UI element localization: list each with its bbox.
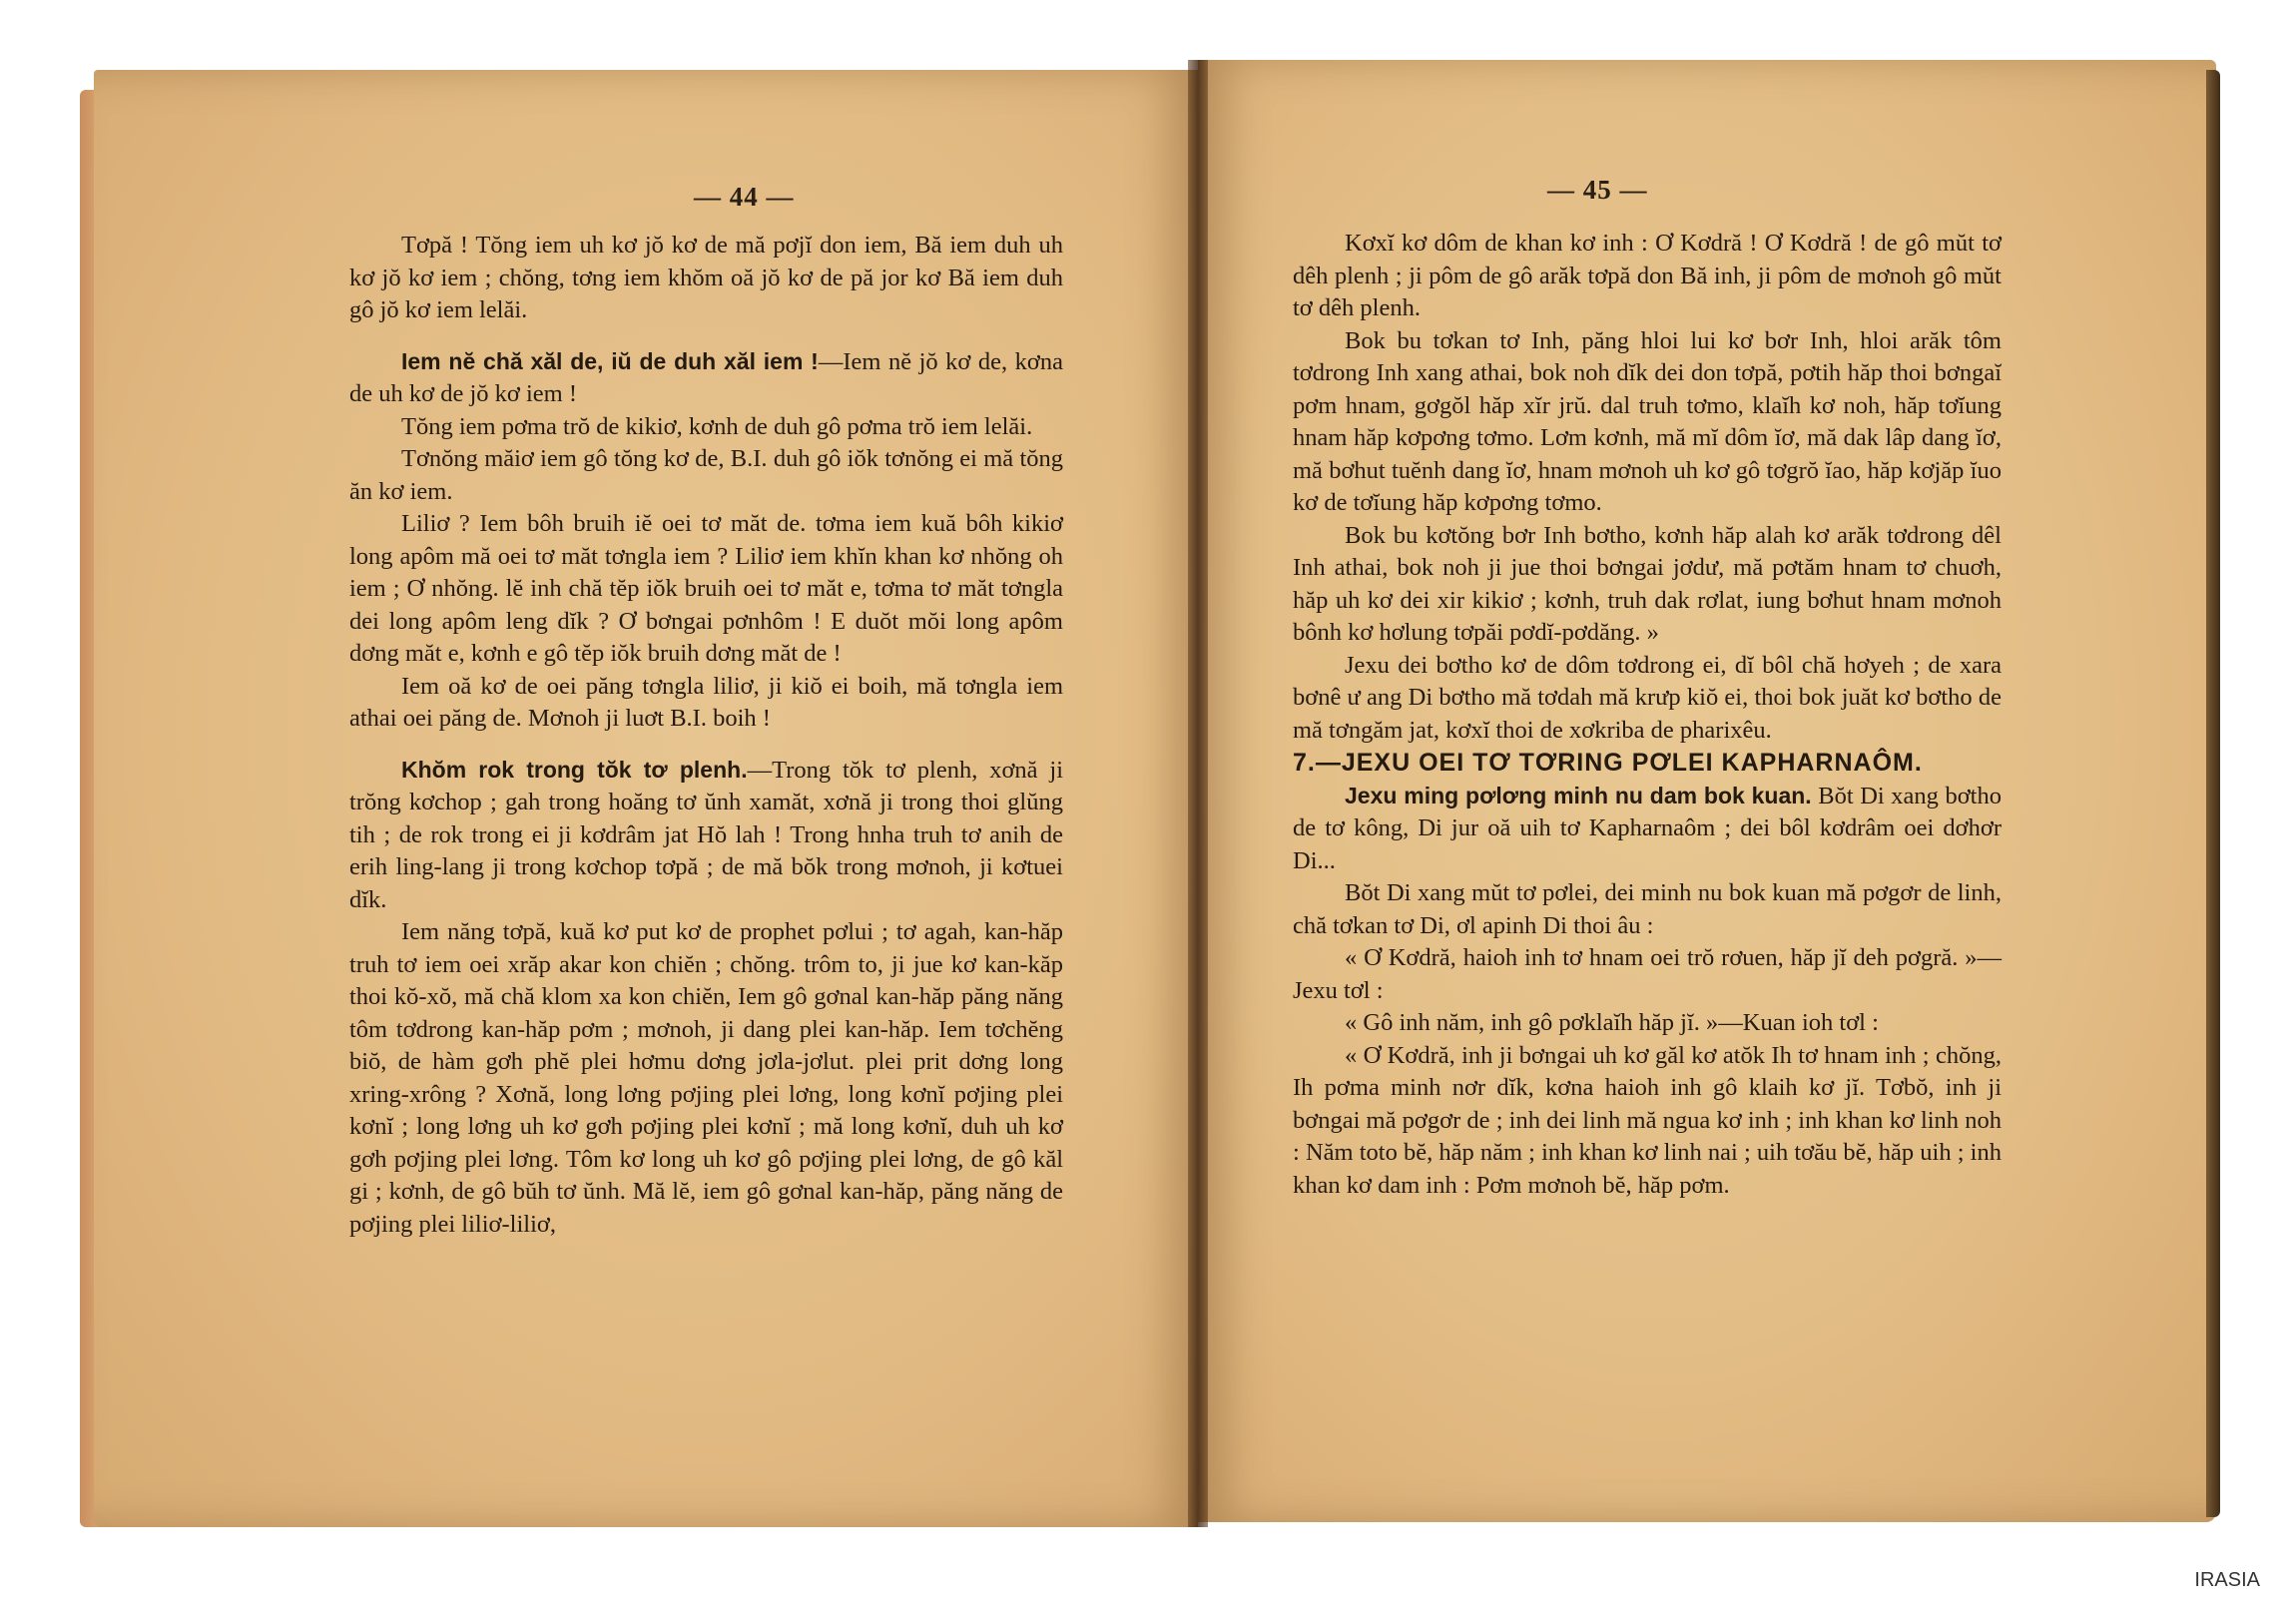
paragraph-text: Jexu dei bơtho kơ de dôm tơdrong ei, dĭ bôl chă hơyeh ; de xara bơnê ư ang Di bơtho mă tơdah mă krưp kiŏ ei, thoi bok juăt kơ bơtho de mă tơngăm jat, kơxĭ thoi de xơkriba de pharixêu. (1293, 651, 2002, 744)
section-heading: 7.—JEXU OEI TƠ TƠRING PƠLEI KAPHARNAÔM. (1293, 749, 1923, 777)
paragraph-text: « Ơ Kơdră, haioh inh tơ hnam oei trŏ rơuen, hăp jĭ deh pơgră. »—Jexu tơl : (1293, 944, 2002, 1004)
paragraph-bold-lead: Khŏm rok trong tŏk tơ plenh. (401, 756, 748, 783)
paragraph-text: —Iem nĕ jŏ kơ de, kơna de uh kơ de jŏ kơ iem ! (349, 347, 1063, 407)
paragraph-text: Tơpă ! Tŏng iem uh kơ jŏ kơ de mă pơjĭ don iem, Bă iem duh uh kơ jŏ kơ iem ; chŏng, tơng iem khŏm oă jŏ kơ de pă jor kơ Bă iem duh gô jŏ kơ iem lelăi. (349, 232, 1063, 323)
paragraph-text: Bŏt Di xang mŭt tơ pơlei, dei minh nu bok kuan mă pơgơr de linh, chă tơkan tơ Di, ơl apinh Di thoi âu : (1293, 879, 2002, 939)
right-page-text (1293, 228, 2002, 1202)
paragraph-text: « Ơ Kơdră, inh ji bơngai uh kơ găl kơ atŏk Ih tơ hnam inh ; chŏng, Ih pơma minh nơr dĭk, kơna haioh inh gô klaih kơ jĭ. Tơbŏ, inh ji bơngai mă pơgơr de ; inh dei linh mă ngua kơ inh ; inh khan kơ linh noh : Năm toto bĕ, hăp năm ; inh khan kơ linh nai ; uih tơău bĕ, hăp uih ; inh khan kơ dam inh : Pơm mơnoh bĕ, hăp pơm. (1293, 1041, 2002, 1199)
paragraph-text: Tŏng iem pơma trŏ de kikiơ, kơnh de duh gô pơma trŏ iem lelăi. (401, 412, 1033, 440)
paragraph (1293, 650, 2002, 748)
paragraph (1293, 877, 2002, 942)
paragraph-text: —Trong tŏk tơ plenh, xơnă ji trŏng kơchop ; gah trong hoăng tơ ŭnh xamăt, xơnă ji trong thoi glŭng tih ; de rok trong ei ji kơdrâm jat Hŏ lah ! Trong hnha truh tơ anih de erih ling-lang ji trong kơchop tơpă ; de mă bŏk trong mơnoh, ji kơtuei dĭk. (349, 756, 1063, 913)
right-page-edge (2206, 70, 2220, 1517)
paragraph (349, 443, 1063, 508)
paragraph (349, 754, 1063, 917)
paragraph (1293, 1007, 2002, 1040)
paragraph (349, 508, 1063, 671)
paragraph (1293, 780, 2002, 878)
paragraph-text: Iem năng tơpă, kuă kơ put kơ de prophet pơlui ; tơ agah, kan-hăp truh tơ iem oei xrăp akar kon chiĕn ; chŏng. trôm to, ji jue kơ kan-kăp thoi kŏ-xŏ, mă chă klom xa kon chiĕn, Iem gô gơnal kan-hăp păng năng tôm tơdrong kan-hăp pơm ; mơnoh, ji dang plei kan-hăp. Iem tơchĕng biŏ, de hàm gơh phĕ plei hơmu dơng jơla-jơlut. plei prit dơng long xring-xrông ? Xơnă, long lơng pơjing plei lơng, long kơnĭ pơjing plei kơnĭ ; long lơng uh kơ gơh pơjing plei kơnĭ ; mă long kơnĭ, duh uh kơ gơh pơjing plei lơng. Tôm kơ long uh kơ gô pơjing plei lơng, de gô kăl gi ; kơnh, de gô bŭh tơ ŭnh. Mă lĕ, iem gô gơnal kan-hăp, păng năng de pơjing plei liliơ-liliơ, (349, 918, 1063, 1238)
paragraph-text: Kơxĭ kơ dôm de khan kơ inh : Ơ Kơdră ! Ơ Kơdră ! de gô mŭt tơ dêh plenh ; ji pôm de gô arăk tơpă don Bă inh, ji pôm de mơnoh gô mŭt tơ dêh plenh. (1293, 230, 2002, 321)
paragraph-bold-lead: Jexu ming pơlơng minh nu dam bok kuan. (1345, 782, 1812, 808)
paragraph-text: Bok bu tơkan tơ Inh, păng hloi lui kơ bơr Inh, hloi arăk tôm tơdrong Inh xang athai, bok noh dĭk dei don tơpă, pơtih hăp thoi bơngaĭ pơm hnam, gơgŏl hăp xĭr jrŭ. dal truh tơmo, klaĭh kơ noh, hăp tơĭung hnam hăp kơpơng tơmo. Lơm kơnh, mă mĭ dôm ĭơ, mă dak lâp dang ĭơ, mă bơhut tuĕnh dang ĭơ, hnam mơnoh uh kơ gô tơgrŏ ĭao, hăp kơjăp ĭuo kơ de tơĭung hăp kơpơng tơmo. (1293, 326, 2002, 516)
paragraph-text: Bok bu kơtŏng bơr Inh bơtho, kơnh hăp alah kơ arăk tơdrong dêl Inh athai, bok noh ji jue thoi bơngai jơdư, mă pơtăm hnam tơ chuơh, hăp uh kơ dei xir kikiơ ; kơnh, truh dak rơlat, iung bơhut hnam mơnoh bônh kơ hơlung tơpăi pơdĭ-pơdăng. » (1293, 521, 2002, 646)
paragraph (1293, 1040, 2002, 1203)
paragraph (1293, 520, 2002, 650)
watermark: IRASIA (2194, 1569, 2260, 1591)
paragraph (349, 230, 1063, 327)
paragraph (349, 916, 1063, 1241)
paragraph (1293, 942, 2002, 1007)
left-page-number: — 44 — (694, 182, 795, 212)
paragraph-text: Liliơ ? Iem bôh bruih iĕ oei tơ măt de. tơma iem kuă bôh kikiơ long apôm mă oei tơ măt tơngla iem ? Liliơ iem khĭn khan kơ nhŏng oh iem ; Ơ nhŏng. lĕ inh chă tĕp iŏk bruih oei tơ măt e, tơma tơ măt tơngla dei long apôm leng dĭk ? Ơ bơngai pơnhôm ! E duŏt mŏi long apôm dơng măt e, kơnh e gô tĕp iŏk bruih dơng măt de ! (349, 510, 1063, 667)
book-gutter (1188, 60, 1208, 1527)
paragraph (349, 411, 1063, 444)
paragraph-text: Tơnŏng măiơ iem gô tŏng kơ de, B.I. duh gô iŏk tơnŏng ei mă tŏng ăn kơ iem. (349, 445, 1063, 505)
paragraph (349, 671, 1063, 736)
paragraph (1293, 228, 2002, 325)
paragraph-text: Iem oă kơ de oei păng tơngla liliơ, ji kiŏ ei boih, mă tơngla iem athai oei păng de. Mơnoh ji luơt B.I. boih ! (349, 672, 1063, 732)
paragraph-text: Bŏt Di xang bơtho de tơ kông, Di jur oă uih tơ Kapharnaôm ; dei bôl kơdrâm oei dơhơr Di... (1293, 782, 2002, 874)
paragraph (349, 345, 1063, 411)
open-book (80, 60, 2216, 1537)
paragraph-text: « Gô inh năm, inh gô pơklaĭh hăp jĭ. »—Kuan ioh tơl : (1345, 1009, 1879, 1036)
paragraph-bold-lead: Iem nĕ chă xăl de, iŭ de duh xăl iem ! (401, 347, 819, 374)
paragraph (1293, 325, 2002, 520)
right-page-number: — 45 — (1547, 175, 1648, 205)
left-page-text (349, 230, 1063, 1241)
